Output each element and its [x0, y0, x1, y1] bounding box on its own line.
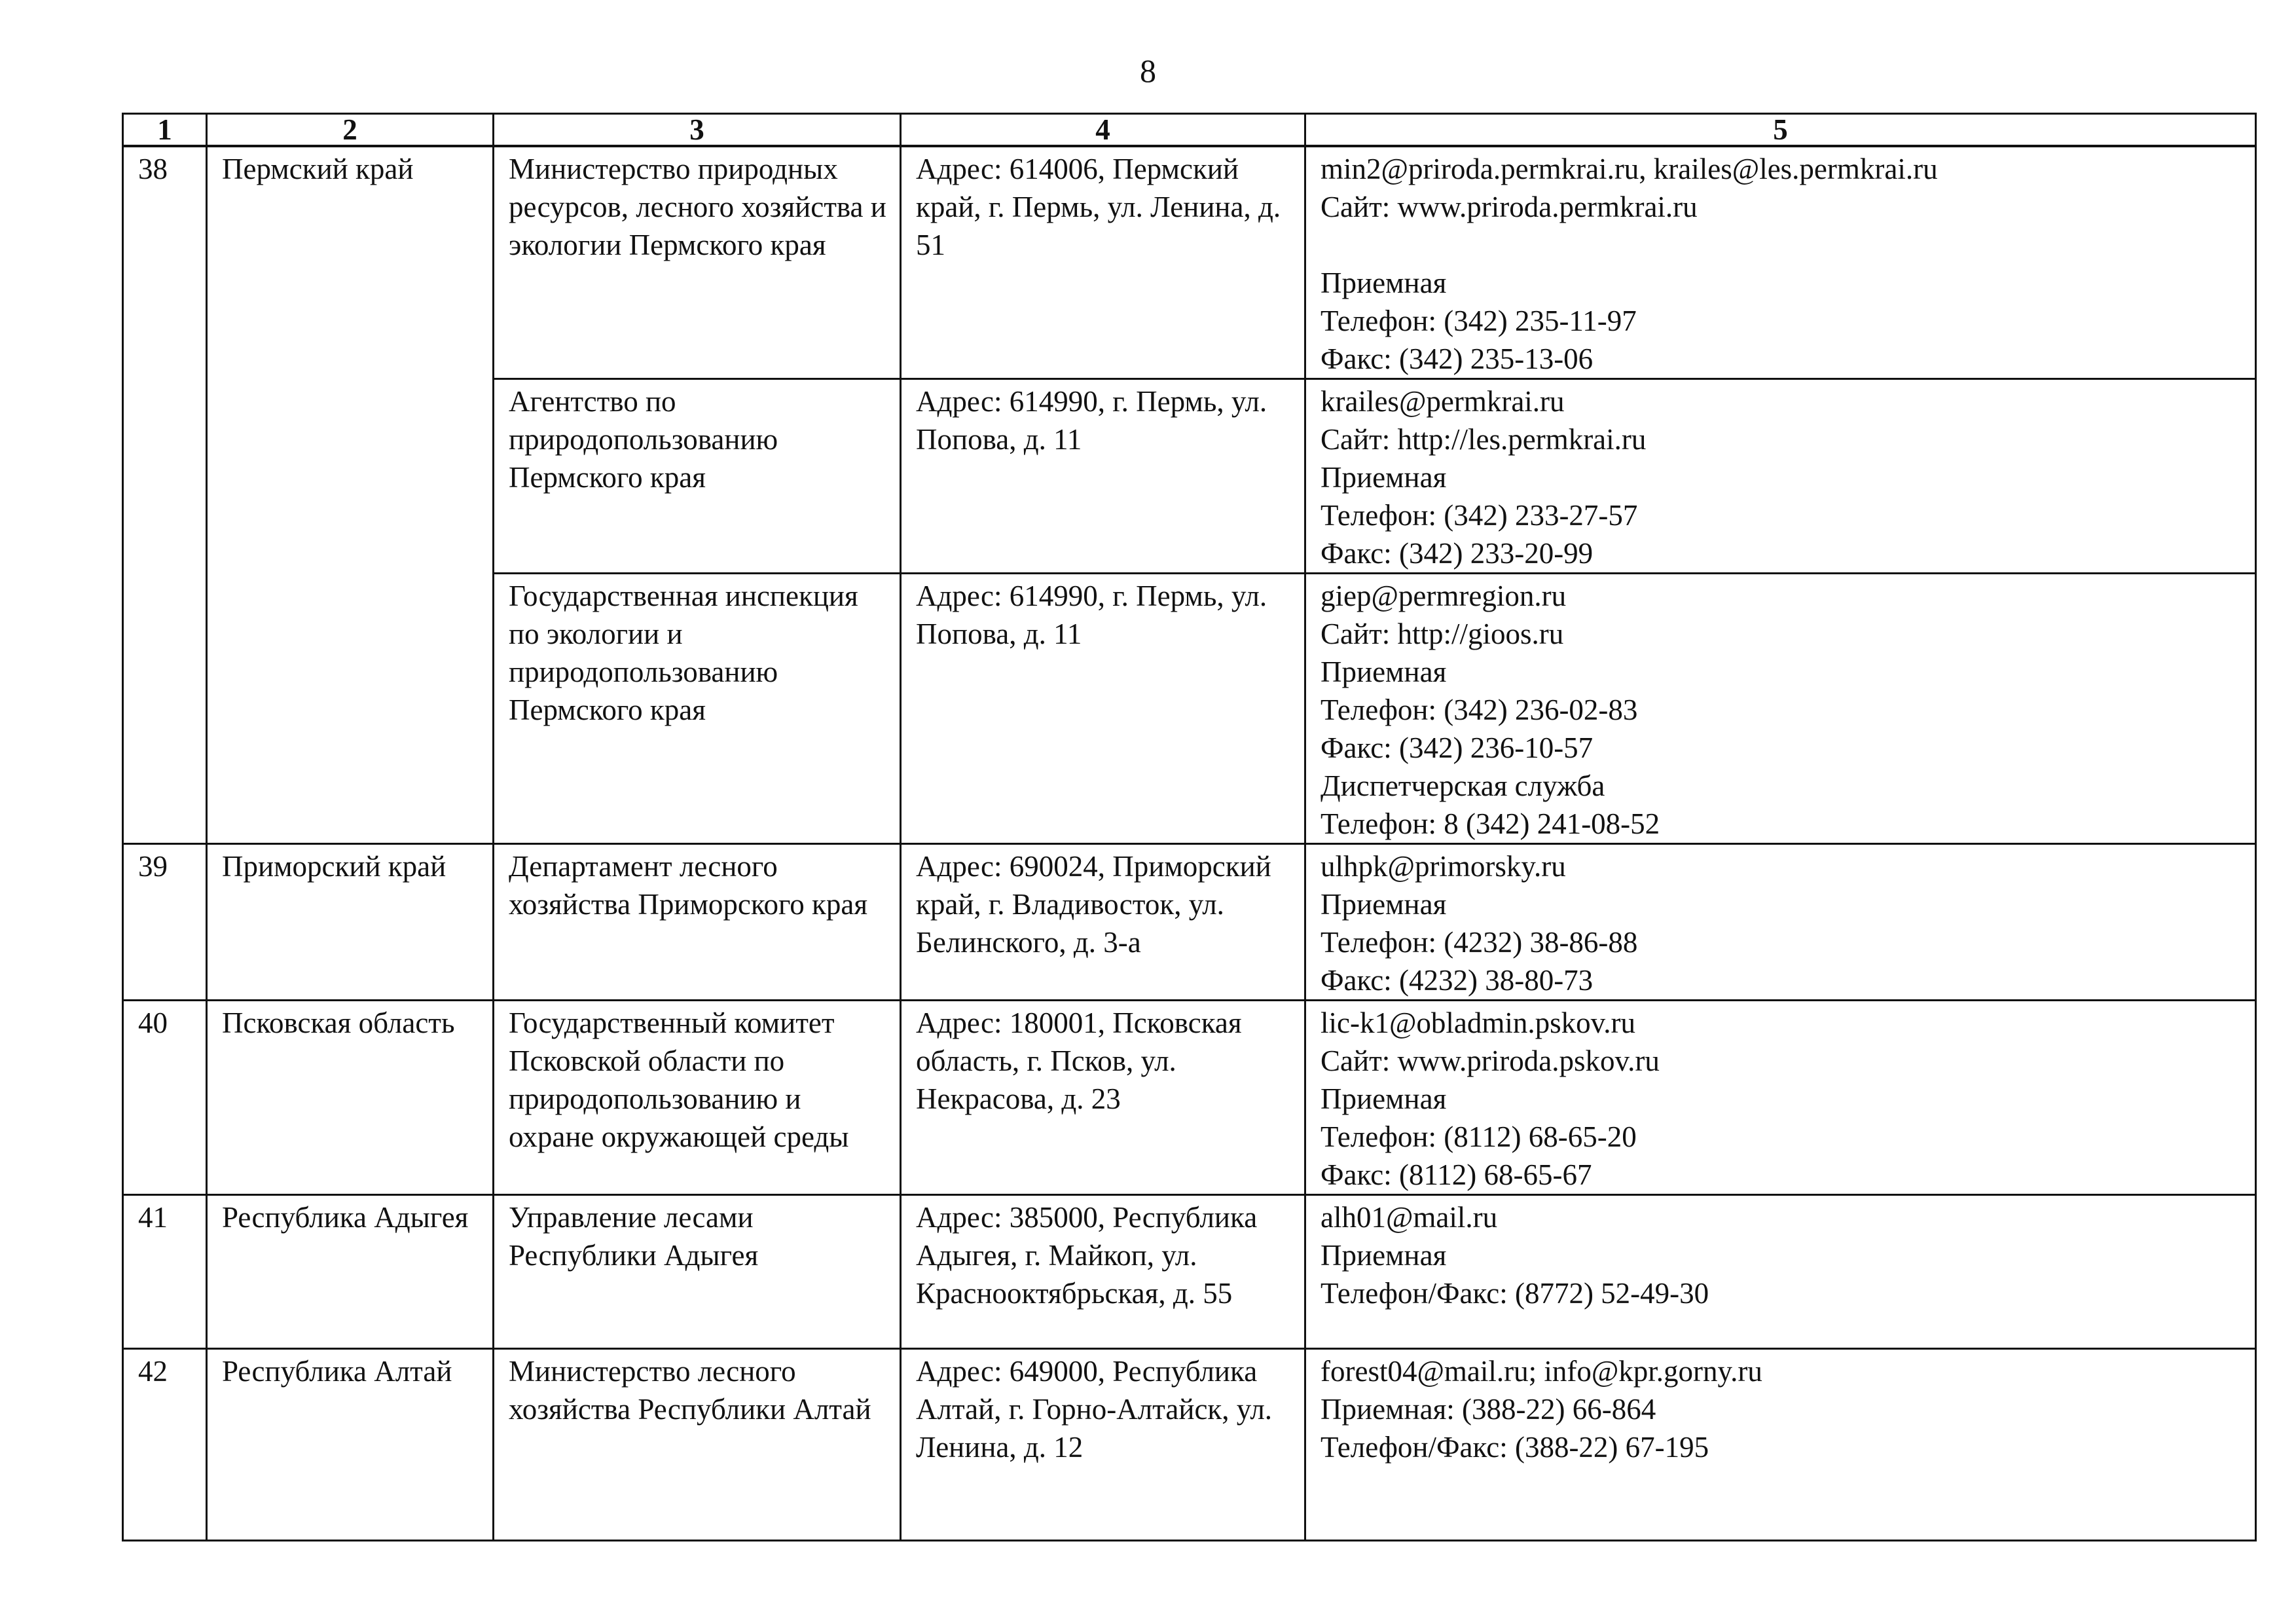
organization-name: Агентство по природопользованию Пермского края: [494, 379, 901, 574]
contact-site: Сайт: http://gioos.ru: [1321, 618, 1564, 650]
region-name: Пермский край: [207, 146, 494, 844]
contact-email: forest04@mail.ru; info@kpr.gorny.ru: [1321, 1355, 1762, 1388]
column-header-2: 2: [207, 114, 494, 147]
contact-phone: Телефон: (8112) 68-65-20: [1321, 1120, 1637, 1153]
contact-phone: Телефон: (342) 236-02-83: [1321, 693, 1638, 726]
organization-name: Министерство природных ресурсов, лесного хозяйства и экологии Пермского края: [494, 146, 901, 379]
contact-phone: Телефон: (4232) 38-86-88: [1321, 926, 1638, 959]
organization-address: Адрес: 180001, Псковская область, г. Псков, ул. Некрасова, д. 23: [901, 1001, 1305, 1195]
table-row: [123, 1195, 2256, 1349]
contact-phone: Телефон: (342) 235-11-97: [1321, 304, 1637, 337]
column-header-3: 3: [494, 114, 901, 147]
organization-address: Адрес: 614990, г. Пермь, ул. Попова, д. 11: [901, 574, 1305, 844]
contact-phone: Телефон: (342) 233-27-57: [1321, 499, 1638, 532]
contact-site: Сайт: www.priroda.permkrai.ru: [1321, 191, 1698, 223]
contact-reception: Приемная: (388-22) 66-864: [1321, 1393, 1656, 1426]
row-number: 41: [123, 1195, 207, 1349]
row-number: 40: [123, 1001, 207, 1195]
table-header-row: [123, 114, 2256, 147]
organization-name: Управление лесами Республики Адыгея: [494, 1195, 901, 1349]
contact-email: giep@permregion.ru: [1321, 580, 1567, 612]
contact-fax: Факс: (8112) 68-65-67: [1321, 1158, 1592, 1191]
column-header-5: 5: [1305, 114, 2256, 147]
contact-phone-fax: Телефон/Факс: (8772) 52-49-30: [1321, 1277, 1709, 1310]
organization-contacts: [1305, 844, 2256, 1001]
organization-contacts: [1305, 379, 2256, 574]
contact-reception: Приемная: [1321, 888, 1447, 921]
contacts-table: [122, 113, 2257, 1541]
column-header-1: 1: [123, 114, 207, 147]
table-row: [123, 844, 2256, 1001]
contact-reception: Приемная: [1321, 1082, 1447, 1115]
table-row: [123, 1001, 2256, 1195]
organization-address: Адрес: 614990, г. Пермь, ул. Попова, д. 11: [901, 379, 1305, 574]
organization-address: Адрес: 649000, Республика Алтай, г. Горно-Алтайск, ул. Ленина, д. 12: [901, 1349, 1305, 1541]
organization-contacts: [1305, 1001, 2256, 1195]
contact-reception: Приемная: [1321, 267, 1447, 299]
contact-reception: Приемная: [1321, 1239, 1447, 1272]
organization-contacts: [1305, 146, 2256, 379]
page-number: 8: [1140, 52, 1156, 89]
column-header-4: 4: [901, 114, 1305, 147]
contact-site: Сайт: http://les.permkrai.ru: [1321, 423, 1647, 456]
row-number: 39: [123, 844, 207, 1001]
organization-name: Государственный комитет Псковской области по природопользованию и охране окружающей среды: [494, 1001, 901, 1195]
table-row: [123, 1349, 2256, 1541]
contact-email: krailes@permkrai.ru: [1321, 385, 1565, 418]
contact-phone-fax: Телефон/Факс: (388-22) 67-195: [1321, 1431, 1709, 1464]
row-number: 42: [123, 1349, 207, 1541]
organization-contacts: [1305, 574, 2256, 844]
region-name: Республика Алтай: [207, 1349, 494, 1541]
region-name: Приморский край: [207, 844, 494, 1001]
organization-contacts: [1305, 1349, 2256, 1541]
organization-address: Адрес: 385000, Республика Адыгея, г. Майкоп, ул. Краснооктябрьская, д. 55: [901, 1195, 1305, 1349]
organization-name: Государственная инспекция по экологии и природопользованию Пермского края: [494, 574, 901, 844]
contact-fax: Факс: (342) 235-13-06: [1321, 342, 1594, 375]
contact-email: alh01@mail.ru: [1321, 1201, 1498, 1234]
contact-fax: Факс: (342) 233-20-99: [1321, 537, 1594, 570]
contact-reception: Приемная: [1321, 655, 1447, 688]
table-row: [123, 146, 2256, 379]
organization-address: Адрес: 690024, Приморский край, г. Владивосток, ул. Белинского, д. 3-а: [901, 844, 1305, 1001]
organization-address: Адрес: 614006, Пермский край, г. Пермь, ул. Ленина, д. 51: [901, 146, 1305, 379]
contact-site: Сайт: www.priroda.pskov.ru: [1321, 1044, 1660, 1077]
region-name: Республика Адыгея: [207, 1195, 494, 1349]
organization-name: Департамент лесного хозяйства Приморского края: [494, 844, 901, 1001]
organization-contacts: [1305, 1195, 2256, 1349]
contact-dispatch: Диспетчерская служба: [1321, 769, 1605, 802]
contact-fax: Факс: (342) 236-10-57: [1321, 731, 1594, 764]
row-number: 38: [123, 146, 207, 844]
contact-email: lic-k1@obladmin.pskov.ru: [1321, 1006, 1635, 1039]
contact-reception: Приемная: [1321, 461, 1447, 494]
contact-email: min2@priroda.permkrai.ru, krailes@les.permkrai.ru: [1321, 153, 1938, 185]
region-name: Псковская область: [207, 1001, 494, 1195]
contact-email: ulhpk@primorsky.ru: [1321, 850, 1566, 883]
contact-dispatch-phone: Телефон: 8 (342) 241-08-52: [1321, 807, 1660, 840]
contact-fax: Факс: (4232) 38-80-73: [1321, 964, 1594, 997]
organization-name: Министерство лесного хозяйства Республики Алтай: [494, 1349, 901, 1541]
